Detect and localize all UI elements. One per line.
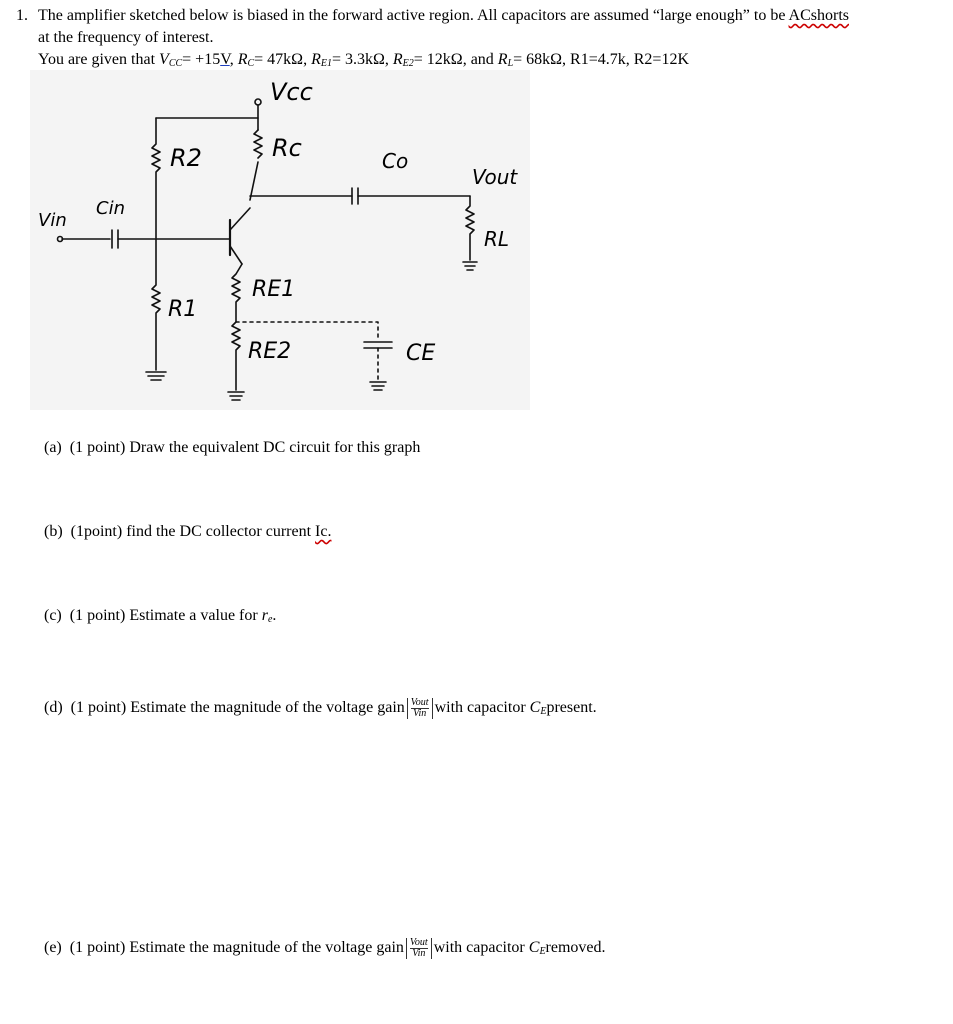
acshorts-word: ACshorts [788,7,849,24]
rl-symbol: R [497,51,508,68]
rl-value: = 68kΩ, R1=4.7k, R2=12K [513,51,689,68]
part-c [44,606,276,630]
rl-ground [463,262,477,270]
ce-bypass-wire [236,322,378,338]
vcc-unit: V [220,51,230,68]
re2-value: = 12kΩ, and [413,51,498,68]
sep-rc: , [229,51,238,68]
r1-ground [146,372,166,380]
re2-resistor [232,322,240,390]
amplifier-circuit-diagram [30,70,530,410]
rl-sub: L [507,58,514,69]
transistor-collector-lead [230,208,250,230]
ic-symbol: Ic. [315,523,332,540]
gain-fraction-e [406,938,432,959]
ce-sub-d: E [540,706,547,718]
label-cin: Cin [96,198,125,219]
label-vout: Vout [472,165,518,189]
re2-ground [228,392,244,400]
vcc-node [255,99,261,105]
re1-symbol: R [311,51,321,68]
part-c-text: (1 point) Estimate a value for [69,607,262,624]
label-vin: Vin [38,210,67,231]
label-co: Co [382,149,409,173]
label-rc: Rc [272,134,302,162]
cin-capacitor [112,230,118,248]
re-symbol: r [261,607,268,624]
ce-symbol-d: C [529,699,541,717]
r1-resistor [152,239,160,370]
part-d-text-2: with capacitor [434,699,530,717]
rc-to-collector [250,162,258,200]
label-r2: R2 [170,144,202,172]
r2-resistor [152,118,160,238]
vcc-value: = +15 [182,51,221,68]
label-rl: RL [484,227,510,251]
part-c-end: . [272,607,277,624]
rc-symbol: R [237,51,248,68]
gain-e-numerator: Vout [409,937,428,948]
re1-value: = 3.3kΩ, [331,51,393,68]
question-line-2: at the frequency of interest. [38,29,214,46]
ce-capacitor [364,342,392,348]
vcc-sub: CC [168,58,183,69]
part-e-text: (1 point) Estimate the magnitude of the voltage gain [69,939,404,957]
question-line-1 [38,6,849,26]
part-e-text-2: with capacitor [433,939,529,957]
gain-fraction-d [407,698,433,719]
question-line-1-text: The amplifier sketched below is biased in the forward active region. All capacitors are assumed “large enough” to be [38,7,789,24]
rl-resistor [466,196,474,260]
rc-resistor [254,130,262,158]
part-d-text: (1 point) Estimate the magnitude of the voltage gain [70,699,405,717]
part-e-label: (e) [44,939,62,957]
label-ce: CE [406,341,436,366]
part-b [44,522,331,542]
re2-sub: E2 [402,58,414,69]
rc-sub: C [247,58,255,69]
part-a [44,438,420,458]
rc-value: = 47kΩ, [254,51,312,68]
re1-sub: E1 [320,58,332,69]
circuit-svg [30,70,530,410]
part-e-text-3: removed. [545,939,606,957]
question-number: 1. [16,7,28,24]
ce-symbol-e: C [528,939,540,957]
part-a-text: (1 point) Draw the equivalent DC circuit for this graph [69,439,421,456]
part-d-label: (d) [44,699,63,717]
part-a-label: (a) [44,439,62,456]
transistor-emitter-lead [230,246,242,264]
part-d [44,698,597,722]
label-re2: RE2 [248,339,292,364]
co-capacitor [352,188,358,204]
ce-sub-e: E [539,946,546,958]
given-intro: You are given that [38,51,160,68]
gain-d-numerator: Vout [410,697,429,708]
label-re1: RE1 [252,277,296,302]
ce-ground [370,382,386,390]
part-c-label: (c) [44,607,62,624]
re1-resistor [232,264,242,322]
gain-d-denominator: Vin [413,708,427,719]
re-sub: e [267,614,273,625]
part-d-text-3: present. [546,699,597,717]
label-r1: R1 [168,297,198,322]
gain-e-denominator: Vin [412,948,426,959]
part-b-label: (b) [44,523,63,540]
part-b-text: (1point) find the DC collector current [70,523,316,540]
part-e [44,938,606,962]
label-vcc: Vcc [270,78,313,106]
re2-symbol: R [392,51,403,68]
vcc-symbol: V [159,51,169,68]
